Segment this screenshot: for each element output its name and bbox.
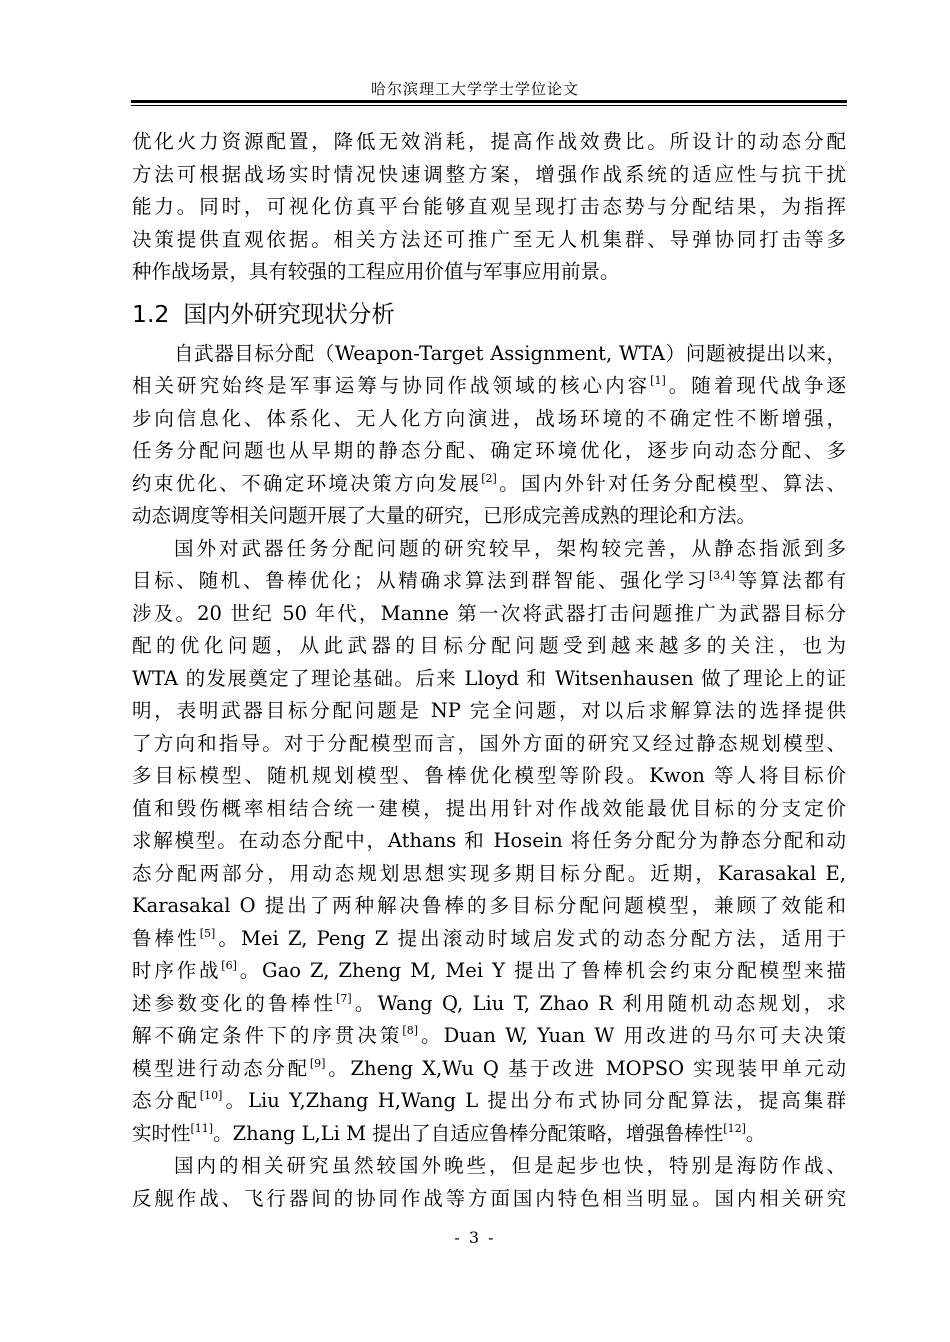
para1-line-1: 优化火力资源配置，降低无效消耗，提高作战效费比。所设计的动态分配 bbox=[132, 130, 846, 153]
running-header: 哈尔滨理工大学学士学位论文 bbox=[370, 80, 579, 98]
citation: [10] bbox=[199, 1088, 223, 1102]
citation: [2] bbox=[481, 471, 497, 485]
citation: [8] bbox=[402, 1023, 419, 1037]
para2-line-4: 任务分配问题也从早期的静态分配、确定环境优化，逐步向动态分配、多 bbox=[132, 439, 846, 462]
body-text bbox=[132, 126, 846, 1215]
section-heading bbox=[132, 292, 846, 336]
para3-line-5: WTA 的发展奠定了理论基础。后来 Lloyd 和 Witsenhausen 做了理论上的证 bbox=[132, 666, 846, 690]
para3-line-12: Karasakal O 提出了两种解决鲁棒的多目标分配问题模型，兼顾了效能和 bbox=[132, 894, 846, 917]
para3-line-2: 目标、随机、鲁棒优化；从精确求算法到群智能、强化学习[3,4]等算法都有 bbox=[132, 568, 846, 592]
para1-line-3: 能力。同时，可视化仿真平台能够直观呈现打击态势与分配结果，为指挥 bbox=[132, 195, 846, 218]
para4-line-2: 反舰作战、飞行器间的协同作战等方面国内特色相当明显。国内相关研究 bbox=[132, 1186, 846, 1210]
header-rule-thick bbox=[131, 100, 847, 103]
citation: [9] bbox=[309, 1056, 326, 1070]
para3-line-16: 解不确定条件下的序贯决策[8]。Duan W, Yuan W 用改进的马尔可夫决策 bbox=[132, 1023, 846, 1047]
para3-line-8: 多目标模型、随机规划模型、鲁棒优化模型等阶段。Kwon 等人将目标价 bbox=[132, 764, 846, 787]
citation: [3,4] bbox=[708, 568, 736, 582]
citation: [12] bbox=[723, 1121, 746, 1135]
header-rule-thin bbox=[131, 105, 847, 106]
section-title: 国内外研究现状分析 bbox=[183, 299, 395, 328]
para3-line-4: 配的优化问题，从此武器的目标分配问题受到越来越多的关注，也为 bbox=[132, 634, 846, 657]
para1-line-2: 方法可根据战场实时情况快速调整方案，增强作战系统的适应性与抗干扰 bbox=[132, 162, 846, 186]
para3-line-17: 模型进行动态分配[9]。Zheng X,Wu Q 基于改进 MOPSO 实现装甲单元动 bbox=[132, 1056, 846, 1080]
para3-line-7: 了方向和指导。对于分配模型而言，国外方面的研究又经过静态规划模型、 bbox=[132, 731, 846, 755]
para2-line-1: 自武器目标分配（Weapon-Target Assignment, WTA）问题被提出以来， bbox=[174, 341, 846, 365]
citation: [1] bbox=[650, 373, 666, 387]
para1-line-5: 种作战场景，具有较强的工程应用价值与军事应用前景。 bbox=[132, 260, 620, 283]
para2-line-6: 动态调度等相关问题开展了大量的研究，已形成完善成熟的理论和方法。 bbox=[132, 504, 757, 527]
para3-line-13: 鲁棒性[5]。Mei Z, Peng Z 提出滚动时域启发式的动态分配方法，适用于 bbox=[132, 926, 846, 950]
para2-line-2: 相关研究始终是军事运筹与协同作战领域的核心内容[1]。随着现代战争逐 bbox=[132, 373, 846, 397]
section-number: 1.2 bbox=[132, 299, 170, 328]
para3-line-3: 涉及。20 世纪 50 年代，Manne 第一次将武器打击问题推广为武器目标分 bbox=[132, 601, 846, 625]
para3-line-1: 国外对武器任务分配问题的研究较早，架构较完善，从静态指派到多 bbox=[174, 536, 846, 560]
para3-line-15: 述参数变化的鲁棒性[7]。Wang Q, Liu T, Zhao R 利用随机动态规划，求 bbox=[132, 991, 846, 1015]
citation: [6] bbox=[221, 958, 237, 972]
para4-line-1: 国内的相关研究虽然较国外晚些，但是起步也快，特别是海防作战、 bbox=[174, 1154, 846, 1177]
citation: [5] bbox=[199, 926, 216, 940]
para3-line-18: 态分配[10]。Liu Y,Zhang H,Wang L 提出分布式协同分配算法，提高集群 bbox=[132, 1088, 846, 1112]
page-number: - 3 - bbox=[454, 1228, 496, 1247]
citation: [11] bbox=[190, 1121, 214, 1135]
para3-line-11: 态分配两部分，用动态规划思想实现多期目标分配。近期，Karasakal E, bbox=[132, 861, 846, 885]
para3-line-9: 值和毁伤概率相结合统一建模，提出用针对作战效能最优目标的分支定价 bbox=[132, 796, 846, 820]
para1-line-4: 决策提供直观依据。相关方法还可推广至无人机集群、导弹协同打击等多 bbox=[132, 227, 846, 251]
para3-line-10: 求解模型。在动态分配中，Athans 和 Hosein 将任务分配分为静态分配和动 bbox=[132, 829, 846, 852]
para3-line-14: 时序作战[6]。Gao Z, Zheng M, Mei Y 提出了鲁棒机会约束分配模型来描 bbox=[132, 958, 846, 982]
para2-line-5: 约束优化、不确定环境决策方向发展[2]。国内外针对任务分配模型、算法、 bbox=[132, 471, 846, 495]
citation: [7] bbox=[336, 991, 352, 1005]
para3-line-19: 实时性[11]。Zhang L,Li M 提出了自适应鲁棒分配策略，增强鲁棒性[12]。 bbox=[132, 1121, 766, 1145]
para2-line-3: 步向信息化、体系化、无人化方向演进，战场环境的不确定性不断增强， bbox=[132, 406, 846, 430]
para3-line-6: 明，表明武器目标分配问题是 NP 完全问题，对以后求解算法的选择提供 bbox=[132, 699, 846, 722]
